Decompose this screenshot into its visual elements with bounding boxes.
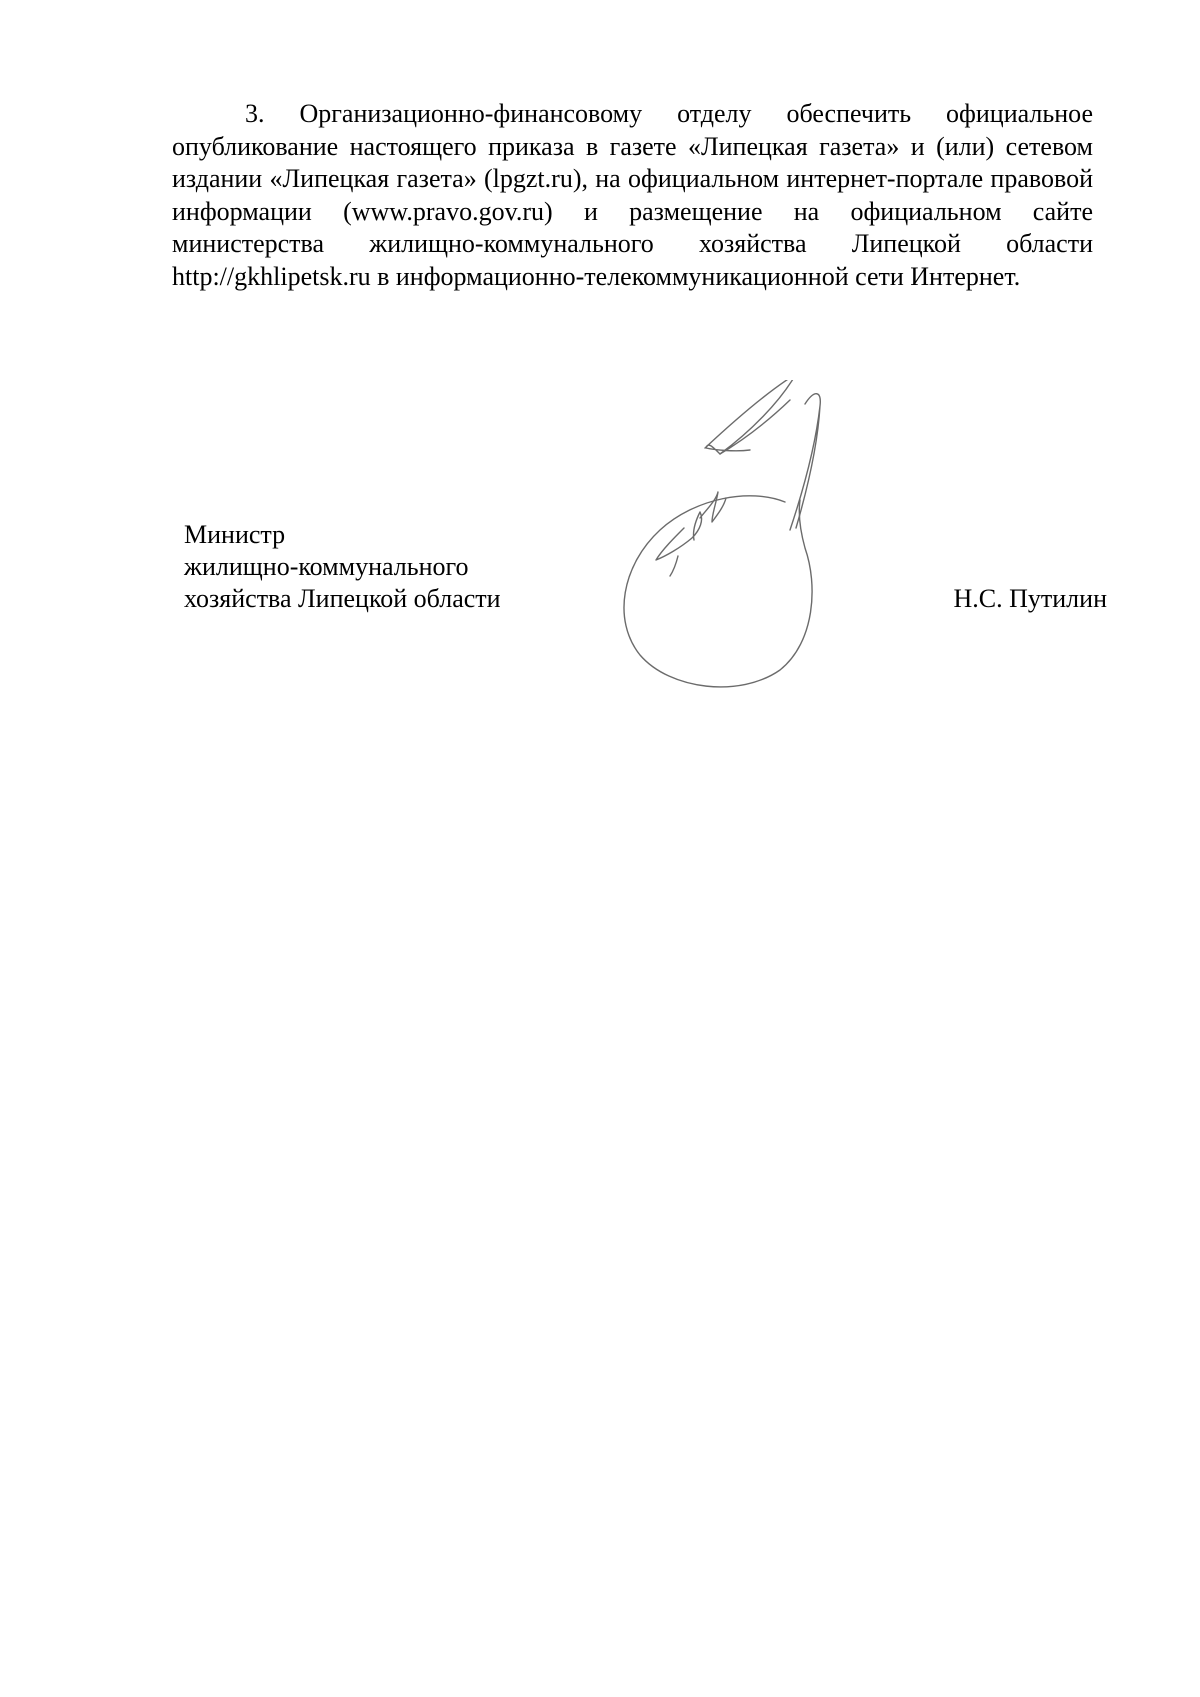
signature-initials-stroke [656,492,726,560]
position-line-1: Министр [184,520,286,549]
signatory-position [184,519,501,615]
paragraph-3: 3. Организационно-финансовому отделу обеспечить официальное опубликование настоящего приказа в газете «Липецкая газета» и (или) сетевом издании «Липецкая газета» (lpgzt.ru), на официальном интернет-портале правовой информации (www.pravo.gov.ru) и размещение на официальном сайте министерства жилищно-коммунального хозяйства Липецкой области http://gkhlipetsk.ru в информационно-телекоммуникационной сети Интернет. [172,99,1093,291]
signature-loop-stroke [624,496,812,687]
signature-short-stroke [670,556,678,576]
signatory-name: Н.С. Путилин [953,584,1107,613]
position-line-2: жилищно-коммунального [184,552,469,581]
position-line-3: хозяйства Липецкой области [184,584,501,613]
signature-top-stroke [705,380,796,454]
signature-vertical-stroke [790,394,820,530]
handwritten-signature [600,380,900,700]
